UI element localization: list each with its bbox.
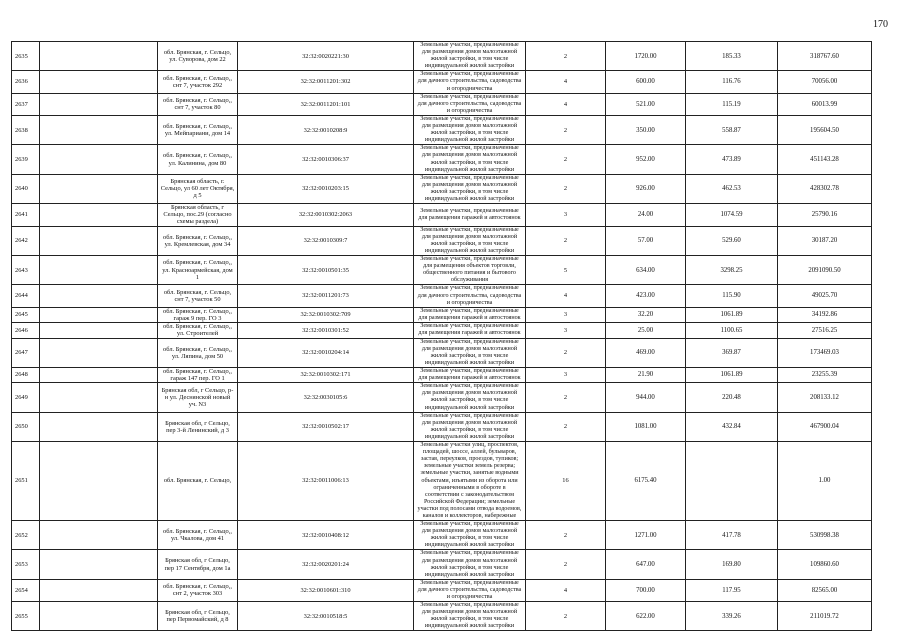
address-cell: Брянская обл, г Сельцо, пер 3-й Ленинский, д 3	[158, 412, 238, 441]
cadastral-value-cell: 27516.25	[778, 323, 872, 338]
specific-value-cell: 1074.59	[686, 204, 778, 227]
group-cell: 4	[526, 579, 606, 601]
table-row	[12, 521, 872, 550]
group-cell: 2	[526, 521, 606, 550]
land-use-cell: Земельные участки, предназначенные для размещения домов малоэтажной жилой застройки, в том числе индивидуальной жилой застройки	[414, 550, 526, 579]
address-cell: обл. Брянская, г. Сельцо,, снт 7, участок 80	[158, 93, 238, 115]
address-cell: обл. Брянская, г. Сельцо,, снт 2, участок 303	[158, 579, 238, 601]
specific-value-cell	[686, 442, 778, 521]
land-use-cell: Земельные участки, предназначенные для размещения гаражей и автостоянок	[414, 307, 526, 322]
address-cell: обл. Брянская, г. Сельцо, снт 7, участок 50	[158, 285, 238, 307]
row-number-cell: 2638	[12, 115, 40, 144]
group-cell: 2	[526, 145, 606, 174]
address-cell: обл. Брянская, г. Сельцо,, ул. Чкалова, дом 41	[158, 521, 238, 550]
cadastral-number-cell: 32:32:0010302:171	[238, 367, 414, 382]
table-row	[12, 442, 872, 521]
area-cell: 32.20	[606, 307, 686, 322]
group-cell: 2	[526, 115, 606, 144]
cadastral-value-cell: 30187.20	[778, 226, 872, 255]
area-cell: 24.00	[606, 204, 686, 227]
area-cell: 521.00	[606, 93, 686, 115]
blank-cell	[40, 338, 158, 367]
cadastral-number-cell: 32:32:0010309:7	[238, 226, 414, 255]
address-cell: обл. Брянская, г. Сельцо, ул. Суворова, дом 22	[158, 42, 238, 71]
group-cell: 2	[526, 174, 606, 203]
table-row	[12, 602, 872, 631]
land-use-cell: Земельные участки, предназначенные для размещения домов малоэтажной жилой застройки, в том числе индивидуальной жилой застройки	[414, 338, 526, 367]
specific-value-cell: 220.48	[686, 383, 778, 412]
cadastral-value-cell: 82565.00	[778, 579, 872, 601]
table-body	[12, 42, 872, 631]
cadastral-number-cell: 32:32:0020221:30	[238, 42, 414, 71]
group-cell: 2	[526, 383, 606, 412]
group-cell: 2	[526, 602, 606, 631]
address-cell: обл. Брянская, г. Сельцо,	[158, 442, 238, 521]
row-number-cell: 2641	[12, 204, 40, 227]
row-number-cell: 2639	[12, 145, 40, 174]
group-cell: 16	[526, 442, 606, 521]
specific-value-cell: 1100.65	[686, 323, 778, 338]
land-use-cell: Земельные участки, предназначенные для дачного строительства, садоводства и огородничества	[414, 579, 526, 601]
area-cell: 57.00	[606, 226, 686, 255]
group-cell: 4	[526, 71, 606, 93]
group-cell: 5	[526, 256, 606, 285]
specific-value-cell: 558.87	[686, 115, 778, 144]
cadastral-number-cell: 32:32:0011201:73	[238, 285, 414, 307]
cadastral-number-cell: 32:32:0010408:12	[238, 521, 414, 550]
row-number-cell: 2654	[12, 579, 40, 601]
specific-value-cell: 117.95	[686, 579, 778, 601]
cadastral-value-cell: 60013.99	[778, 93, 872, 115]
address-cell: Брянская область, г. Сельцо, ул 60 лет Октября, д 5	[158, 174, 238, 203]
row-number-cell: 2646	[12, 323, 40, 338]
cadastral-value-cell: 173469.03	[778, 338, 872, 367]
specific-value-cell: 1061.89	[686, 307, 778, 322]
land-use-cell: Земельные участки, предназначенные для размещения домов малоэтажной жилой застройки, в том числе индивидуальной жилой застройки	[414, 174, 526, 203]
table-row	[12, 338, 872, 367]
row-number-cell: 2644	[12, 285, 40, 307]
blank-cell	[40, 256, 158, 285]
cadastral-number-cell: 32:32:0010518:5	[238, 602, 414, 631]
specific-value-cell: 115.19	[686, 93, 778, 115]
specific-value-cell: 369.87	[686, 338, 778, 367]
specific-value-cell: 417.78	[686, 521, 778, 550]
group-cell: 3	[526, 323, 606, 338]
address-cell: обл. Брянская, г. Сельцо,, ул. Красноармейская, дом 1	[158, 256, 238, 285]
blank-cell	[40, 367, 158, 382]
specific-value-cell: 115.90	[686, 285, 778, 307]
table-row	[12, 323, 872, 338]
area-cell: 944.00	[606, 383, 686, 412]
cadastral-number-cell: 32:32:0010203:15	[238, 174, 414, 203]
address-cell: обл. Брянская, г. Сельцо,, гараж 9 пер. ГО 3	[158, 307, 238, 322]
row-number-cell: 2635	[12, 42, 40, 71]
cadastral-number-cell: 32:32:0010501:35	[238, 256, 414, 285]
blank-cell	[40, 226, 158, 255]
specific-value-cell: 169.80	[686, 550, 778, 579]
row-number-cell: 2636	[12, 71, 40, 93]
cadastral-value-cell: 109860.60	[778, 550, 872, 579]
specific-value-cell: 529.60	[686, 226, 778, 255]
area-cell: 1271.00	[606, 521, 686, 550]
specific-value-cell: 432.84	[686, 412, 778, 441]
cadastral-number-cell: 32:32:0011006:13	[238, 442, 414, 521]
row-number-cell: 2652	[12, 521, 40, 550]
row-number-cell: 2655	[12, 602, 40, 631]
table-row	[12, 285, 872, 307]
cadastral-value-cell: 530998.38	[778, 521, 872, 550]
cadastral-number-cell: 32:32:0010306:37	[238, 145, 414, 174]
blank-cell	[40, 579, 158, 601]
cadastral-value-table	[11, 41, 872, 631]
table-row	[12, 256, 872, 285]
land-use-cell: Земельные участки, предназначенные для размещения домов малоэтажной жилой застройки, в том числе индивидуальной жилой застройки	[414, 145, 526, 174]
cadastral-number-cell: 32:32:0010302:2063	[238, 204, 414, 227]
land-use-cell: Земельные участки, предназначенные для размещения домов малоэтажной жилой застройки, в том числе индивидуальной жилой застройки	[414, 521, 526, 550]
area-cell: 634.00	[606, 256, 686, 285]
cadastral-number-cell: 32:32:0020201:24	[238, 550, 414, 579]
row-number-cell: 2648	[12, 367, 40, 382]
row-number-cell: 2650	[12, 412, 40, 441]
row-number-cell: 2651	[12, 442, 40, 521]
address-cell: обл. Брянская, г. Сельцо,, ул. Калинина, дом 80	[158, 145, 238, 174]
address-cell: обл. Брянская, г. Сельцо,, ул. Кремлевская, дом 34	[158, 226, 238, 255]
group-cell: 2	[526, 550, 606, 579]
cadastral-value-cell: 25790.16	[778, 204, 872, 227]
cadastral-value-cell: 49025.70	[778, 285, 872, 307]
group-cell: 4	[526, 285, 606, 307]
address-cell: обл. Брянская, г. Сельцо,, ул. Строителей	[158, 323, 238, 338]
area-cell: 700.00	[606, 579, 686, 601]
blank-cell	[40, 521, 158, 550]
table-row	[12, 383, 872, 412]
blank-cell	[40, 71, 158, 93]
row-number-cell: 2653	[12, 550, 40, 579]
cadastral-number-cell: 32:32:0010302:709	[238, 307, 414, 322]
table-row	[12, 115, 872, 144]
cadastral-number-cell: 32:32:0010208:9	[238, 115, 414, 144]
cadastral-number-cell: 32:32:0011201:302	[238, 71, 414, 93]
area-cell: 25.00	[606, 323, 686, 338]
cadastral-value-cell: 208133.12	[778, 383, 872, 412]
row-number-cell: 2647	[12, 338, 40, 367]
blank-cell	[40, 145, 158, 174]
specific-value-cell: 116.76	[686, 71, 778, 93]
land-use-cell: Земельные участки, предназначенные для размещения объектов торговли, общественного питания и бытового обслуживания	[414, 256, 526, 285]
blank-cell	[40, 602, 158, 631]
land-use-cell: Земельные участки, предназначенные для размещения домов малоэтажной жилой застройки, в том числе индивидуальной жилой застройки	[414, 115, 526, 144]
blank-cell	[40, 442, 158, 521]
land-use-cell: Земельные участки, предназначенные для размещения гаражей и автостоянок	[414, 367, 526, 382]
area-cell: 952.00	[606, 145, 686, 174]
blank-cell	[40, 412, 158, 441]
land-use-cell: Земельные участки, предназначенные для размещения домов малоэтажной жилой застройки, в том числе индивидуальной жилой застройки	[414, 226, 526, 255]
land-use-cell: Земельные участки, предназначенные для размещения домов малоэтажной жилой застройки, в том числе индивидуальной жилой застройки	[414, 383, 526, 412]
area-cell: 600.00	[606, 71, 686, 93]
cadastral-value-cell: 1.00	[778, 442, 872, 521]
address-cell: Брянская обл, г Сельцо, пер Первомайский, д 8	[158, 602, 238, 631]
cadastral-value-cell: 34192.86	[778, 307, 872, 322]
land-use-cell: Земельные участки, предназначенные для размещения гаражей и автостоянок	[414, 204, 526, 227]
row-number-cell: 2637	[12, 93, 40, 115]
group-cell: 4	[526, 93, 606, 115]
row-number-cell: 2649	[12, 383, 40, 412]
land-use-cell: Земельные участки, предназначенные для дачного строительства, садоводства и огородничества	[414, 285, 526, 307]
address-cell: Брянская обл, г Сельцо, р-н ул. Деснянской новый уч. N3	[158, 383, 238, 412]
blank-cell	[40, 307, 158, 322]
area-cell: 622.00	[606, 602, 686, 631]
table-row	[12, 412, 872, 441]
address-cell: Брянская область, г Сельцо, пос.29 (согласно схемы раздела)	[158, 204, 238, 227]
address-cell: Брянская обл, г Сельцо, пер 17 Сентября, дом 1а	[158, 550, 238, 579]
group-cell: 2	[526, 412, 606, 441]
land-use-cell: Земельные участки, предназначенные для размещения домов малоэтажной жилой застройки, в том числе индивидуальной жилой застройки	[414, 412, 526, 441]
blank-cell	[40, 204, 158, 227]
cadastral-value-cell: 451143.28	[778, 145, 872, 174]
blank-cell	[40, 550, 158, 579]
cadastral-value-cell: 467900.04	[778, 412, 872, 441]
land-use-cell: Земельные участки, предназначенные для размещения гаражей и автостоянок	[414, 323, 526, 338]
blank-cell	[40, 115, 158, 144]
row-number-cell: 2640	[12, 174, 40, 203]
group-cell: 3	[526, 367, 606, 382]
address-cell: обл. Брянская, г. Сельцо,, снт 7, участок 292	[158, 71, 238, 93]
area-cell: 1720.00	[606, 42, 686, 71]
address-cell: обл. Брянская, г. Сельцо,, ул. Мейпариани, дом 14	[158, 115, 238, 144]
table-row	[12, 145, 872, 174]
group-cell: 2	[526, 338, 606, 367]
cadastral-number-cell: 32:32:0030105:6	[238, 383, 414, 412]
row-number-cell: 2642	[12, 226, 40, 255]
table-row	[12, 367, 872, 382]
blank-cell	[40, 383, 158, 412]
land-use-cell: Земельные участки, предназначенные для дачного строительства, садоводства и огородничества	[414, 71, 526, 93]
cadastral-value-cell: 428302.78	[778, 174, 872, 203]
specific-value-cell: 473.89	[686, 145, 778, 174]
cadastral-value-cell: 2091090.50	[778, 256, 872, 285]
group-cell: 3	[526, 204, 606, 227]
cadastral-value-cell: 211019.72	[778, 602, 872, 631]
address-cell: обл. Брянская, г. Сельцо,, ул. Ляпина, дом 50	[158, 338, 238, 367]
page-number: 170	[873, 19, 888, 30]
area-cell: 350.00	[606, 115, 686, 144]
row-number-cell: 2645	[12, 307, 40, 322]
area-cell: 6175.40	[606, 442, 686, 521]
land-use-cell: Земельные участки, предназначенные для дачного строительства, садоводства и огородничества	[414, 93, 526, 115]
specific-value-cell: 185.33	[686, 42, 778, 71]
blank-cell	[40, 93, 158, 115]
specific-value-cell: 3298.25	[686, 256, 778, 285]
table-row	[12, 204, 872, 227]
blank-cell	[40, 323, 158, 338]
specific-value-cell: 462.53	[686, 174, 778, 203]
area-cell: 423.00	[606, 285, 686, 307]
table-row	[12, 174, 872, 203]
blank-cell	[40, 174, 158, 203]
blank-cell	[40, 42, 158, 71]
area-cell: 926.00	[606, 174, 686, 203]
cadastral-number-cell: 32:32:0010204:14	[238, 338, 414, 367]
table-row	[12, 71, 872, 93]
cadastral-value-cell: 23255.39	[778, 367, 872, 382]
cadastral-number-cell: 32:32:0011201:101	[238, 93, 414, 115]
land-use-cell: Земельные участки улиц, проспектов, площадей, шоссе, аллей, бульваров, застав, переулков, проездов, тупиков; земельные участки земель резерва; земельные участки, занятые водными объектами, изъятыми из оборота или ограниченными в обороте в соответствии с законодательством Российской Федерации; земельные участки под полосами отвода водоемов, каналов и коллекторов, набережные	[414, 442, 526, 521]
group-cell: 3	[526, 307, 606, 322]
table-row	[12, 579, 872, 601]
specific-value-cell: 339.26	[686, 602, 778, 631]
area-cell: 647.00	[606, 550, 686, 579]
cadastral-value-cell: 70056.00	[778, 71, 872, 93]
group-cell: 2	[526, 226, 606, 255]
table-row	[12, 226, 872, 255]
specific-value-cell: 1061.89	[686, 367, 778, 382]
cadastral-number-cell: 32:32:0010301:52	[238, 323, 414, 338]
area-cell: 21.90	[606, 367, 686, 382]
cadastral-value-cell: 195604.50	[778, 115, 872, 144]
row-number-cell: 2643	[12, 256, 40, 285]
cadastral-value-cell: 318767.60	[778, 42, 872, 71]
area-cell: 469.00	[606, 338, 686, 367]
land-use-cell: Земельные участки, предназначенные для размещения домов малоэтажной жилой застройки, в том числе индивидуальной жилой застройки	[414, 42, 526, 71]
address-cell: обл. Брянская, г. Сельцо,, гараж 147 пер. ГО 1	[158, 367, 238, 382]
table-row	[12, 93, 872, 115]
table-row	[12, 550, 872, 579]
cadastral-number-cell: 32:32:0010502:17	[238, 412, 414, 441]
group-cell: 2	[526, 42, 606, 71]
table-row	[12, 42, 872, 71]
table-row	[12, 307, 872, 322]
cadastral-number-cell: 32:32:0010601:310	[238, 579, 414, 601]
area-cell: 1081.00	[606, 412, 686, 441]
land-use-cell: Земельные участки, предназначенные для размещения домов малоэтажной жилой застройки, в том числе индивидуальной жилой застройки	[414, 602, 526, 631]
blank-cell	[40, 285, 158, 307]
